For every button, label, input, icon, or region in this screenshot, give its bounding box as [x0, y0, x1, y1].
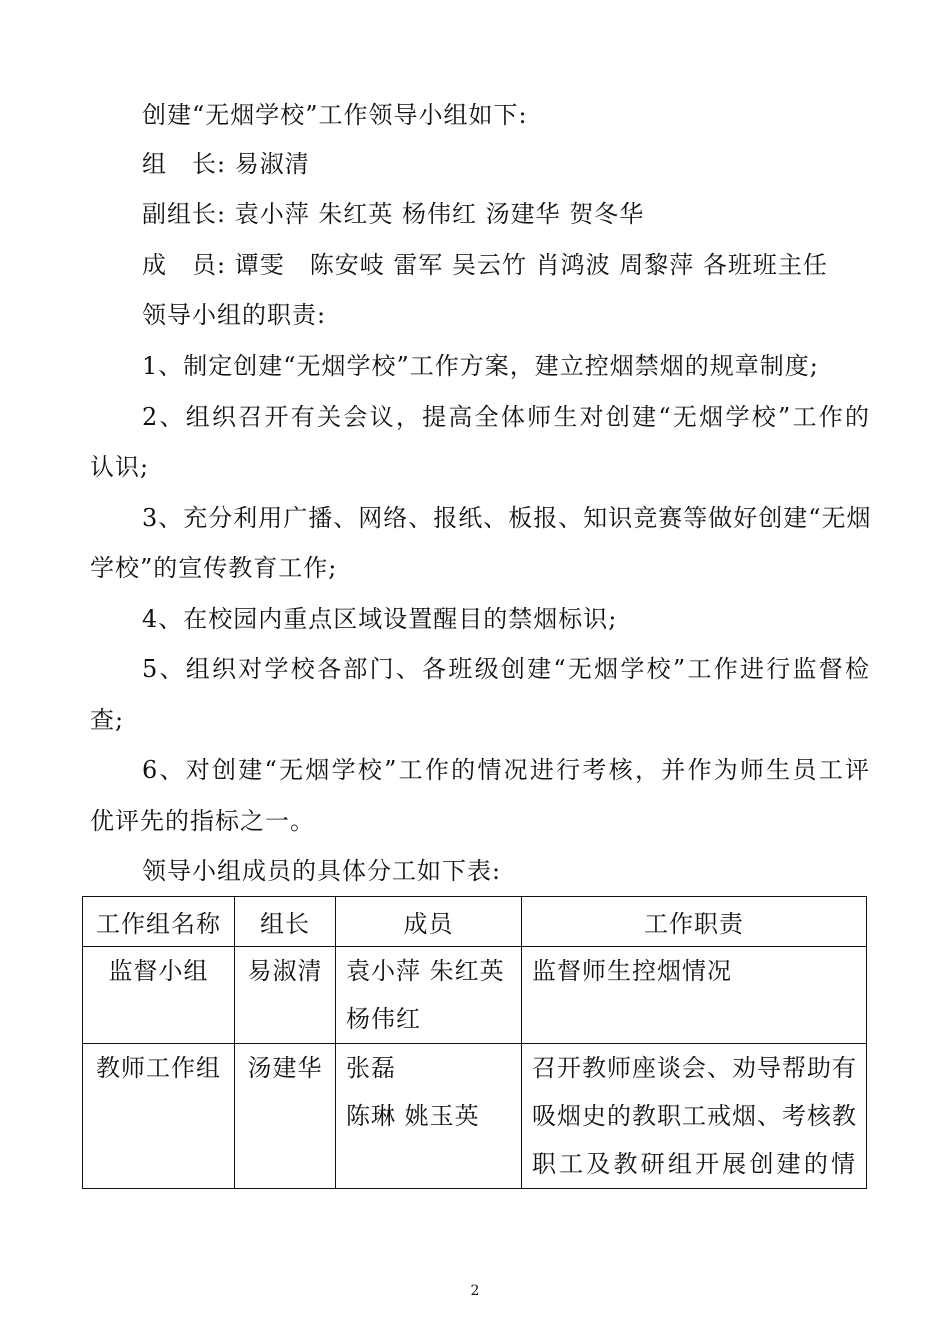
header-members: 成员: [336, 897, 522, 947]
group-leader: 组 长: 易淑清: [142, 150, 310, 178]
header-leader: 组长: [235, 897, 336, 947]
duty-item-4: 4、在校园内重点区域设置醒目的禁烟标识;: [142, 605, 618, 633]
duty-item-6-cont: 优评先的指标之一。: [90, 807, 315, 835]
row-group-name: 监督小组: [83, 947, 235, 1044]
page-number: 2: [470, 1283, 480, 1299]
group-deputy-leaders: 副组长: 袁小萍 朱红英 杨伟红 汤建华 贺冬华: [142, 200, 645, 228]
duties-heading: 领导小组的职责:: [142, 301, 327, 329]
row-leader: 汤建华: [235, 1044, 336, 1189]
row-duty: [522, 947, 867, 1044]
row-duty: [522, 1044, 867, 1189]
duty-item-3-cont: 学校”的宣传教育工作;: [90, 554, 338, 582]
duty-item-3: 3、充分利用广播、网络、报纸、板报、知识竞赛等做好创建“无烟: [142, 504, 872, 532]
duty-item-1: 1、制定创建“无烟学校”工作方案，建立控烟禁烟的规章制度;: [142, 352, 819, 380]
intro-text: 创建“无烟学校”工作领导小组如下:: [142, 101, 528, 129]
member-line: 袁小萍 朱红英: [346, 957, 505, 985]
duty-line: 监督师生控烟情况: [532, 957, 732, 985]
division-table: [82, 896, 867, 1189]
duty-item-5-cont: 查;: [90, 706, 125, 734]
duty-item-5: 5、组织对学校各部门、各班级创建“无烟学校”工作进行监督检: [142, 655, 870, 683]
row-group-name: 教师工作组: [83, 1044, 235, 1189]
duty-line: 召开教师座谈会、劝导帮助有: [532, 1054, 857, 1082]
row-members: [336, 1044, 522, 1189]
member-line: 张磊: [346, 1054, 396, 1082]
duty-item-2: 2、组织召开有关会议，提高全体师生对创建“无烟学校”工作的: [142, 403, 870, 431]
table-header-row: [83, 897, 867, 947]
header-duty: 工作职责: [522, 897, 867, 947]
member-line: 杨伟红: [346, 1005, 421, 1033]
table-row: [83, 1044, 867, 1189]
duty-item-2-cont: 认识;: [90, 453, 150, 481]
duty-item-6: 6、对创建“无烟学校”工作的情况进行考核，并作为师生员工评: [142, 756, 870, 784]
table-row: [83, 947, 867, 1044]
table-intro: 领导小组成员的具体分工如下表:: [142, 857, 502, 885]
row-leader: 易淑清: [235, 947, 336, 1044]
duty-line: 职工及教研组开展创建的情: [532, 1150, 856, 1178]
header-group-name: 工作组名称: [83, 897, 235, 947]
member-line: 陈琳 姚玉英: [346, 1102, 480, 1130]
duty-line: 吸烟史的教职工戒烟、考核教: [532, 1102, 857, 1130]
group-members: 成 员: 谭雯 陈安岐 雷军 吴云竹 肖鸿波 周黎萍 各班班主任: [142, 251, 828, 279]
row-members: [336, 947, 522, 1044]
